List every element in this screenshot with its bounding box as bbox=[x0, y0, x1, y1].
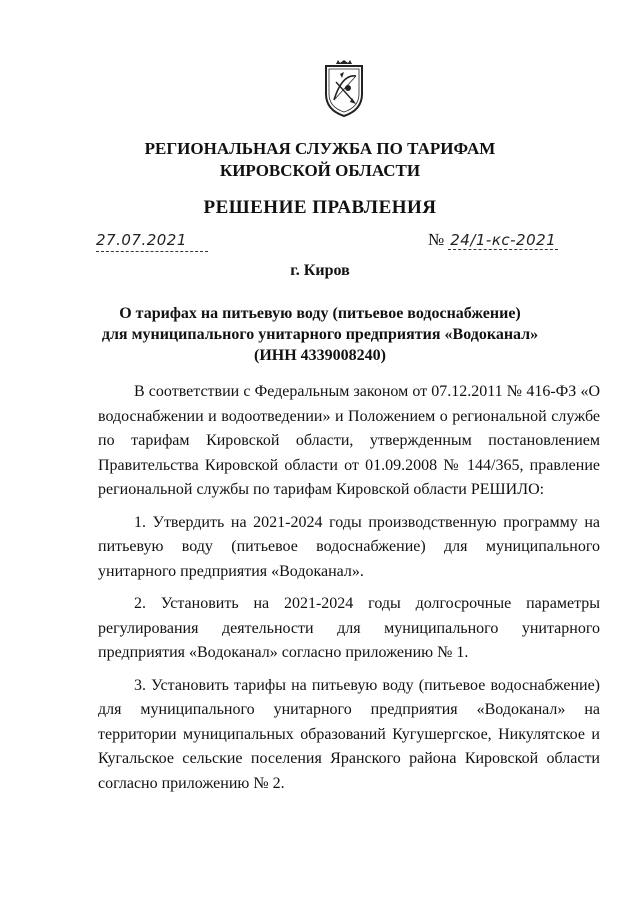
decision-number bbox=[428, 230, 588, 250]
agency-name bbox=[0, 138, 640, 182]
subject-line3: (ИНН 4339008240) bbox=[254, 347, 386, 364]
preamble-paragraph: В соответствии с Федеральным законом от 07.12.2011 № 416-ФЗ «О водоснабжении и водоотведении» и Положением о региональной службе по тарифам Кировской области, утвержденным постановлением Правительства Кировской области от 01.09.2008 № 144/365, правление региональной службы по тарифам Кировской области РЕШИЛО: bbox=[98, 383, 600, 498]
decision-date bbox=[96, 231, 208, 252]
decision-number-handwritten: 24/1-кс-2021 bbox=[450, 231, 557, 249]
decision-date-handwritten: 27.07.2021 bbox=[96, 231, 187, 249]
city-name: г. Киров bbox=[290, 262, 350, 279]
subject-line1: О тарифах на питьевую воду (питьевое водоснабжение) bbox=[119, 305, 521, 322]
decision-title: РЕШЕНИЕ ПРАВЛЕНИЯ bbox=[203, 197, 437, 218]
item-paragraph-1: 1. Утвердить на 2021-2024 годы производственную программу на питьевую воду (питьевое водоснабжение) для муниципального унитарного предприятия «Водоканал». bbox=[98, 513, 600, 580]
item-paragraph-3: 3. Установить тарифы на питьевую воду (питьевое водоснабжение) для муниципального унитарного предприятия «Водоканал» на территории муниципальных образований Кугушергское, Никулятское и Кугальское сельские поселения Яранского района Кировской области согласно приложению № 2. bbox=[98, 676, 600, 792]
decision-subject bbox=[0, 303, 640, 366]
number-sign: № bbox=[428, 230, 445, 249]
agency-name-line1: РЕГИОНАЛЬНАЯ СЛУЖБА ПО ТАРИФАМ bbox=[144, 139, 496, 158]
item-paragraph-2: 2. Установить на 2021-2024 годы долгосрочные параметры регулирования деятельности для муниципального унитарного предприятия «Водоканал» согласно приложению № 1. bbox=[98, 595, 600, 661]
subject-line2: для муниципального унитарного предприятия «Водоканал» bbox=[101, 326, 539, 343]
decision-body bbox=[98, 380, 600, 804]
agency-name-line2: КИРОВСКОЙ ОБЛАСТИ bbox=[219, 161, 421, 180]
coat-of-arms-icon bbox=[322, 60, 366, 118]
